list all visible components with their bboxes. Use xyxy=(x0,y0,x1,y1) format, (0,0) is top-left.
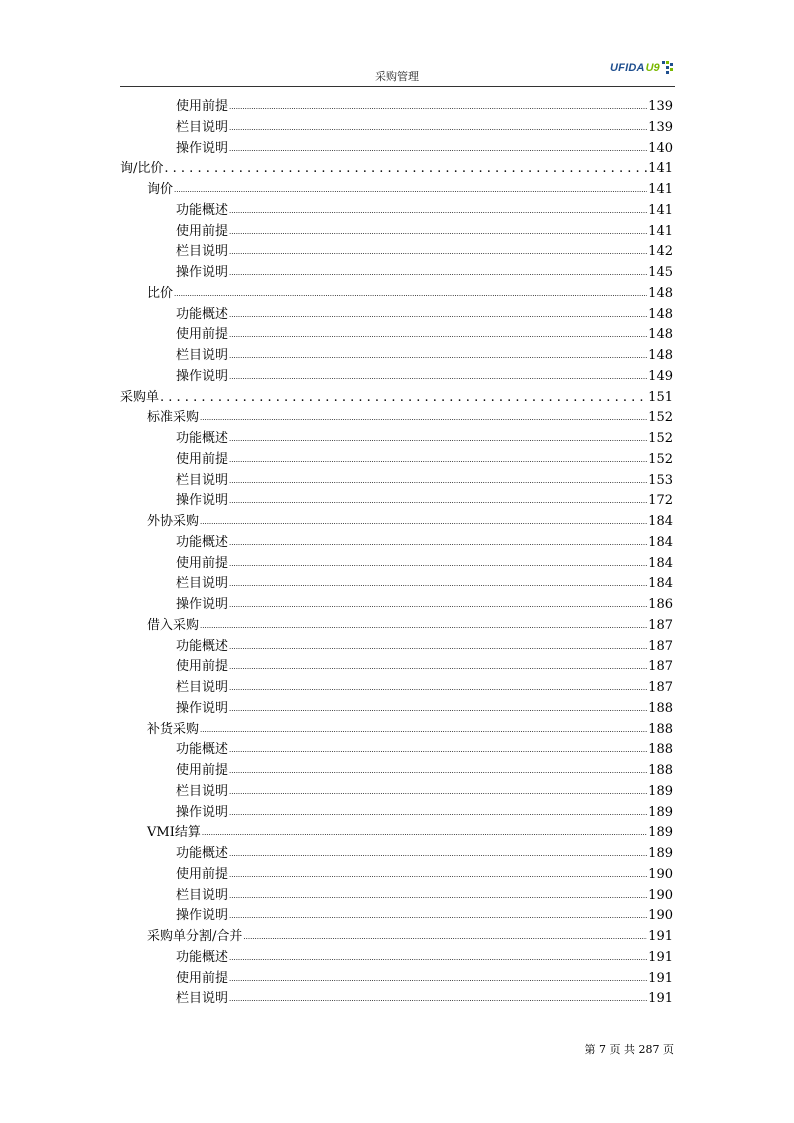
toc-leader-dots xyxy=(229,761,647,781)
page-footer: 第 7 页 共 287 页 xyxy=(584,1043,674,1056)
toc-entry-label: 采购单 xyxy=(120,390,160,405)
toc-leader-dots xyxy=(229,201,647,221)
toc-entry-label: 栏目说明 xyxy=(176,680,229,695)
toc-leader-dots xyxy=(229,637,647,657)
toc-leader-dots xyxy=(229,222,647,242)
toc-leader-dots xyxy=(229,969,647,989)
toc-entry-label: 栏目说明 xyxy=(176,120,229,135)
toc-entry-label: 栏目说明 xyxy=(176,784,229,799)
toc-leader-dots xyxy=(229,346,647,366)
toc-entry-label: 操作说明 xyxy=(176,908,229,923)
toc-entry-label: 功能概述 xyxy=(176,950,229,965)
toc-entry[interactable] xyxy=(176,989,673,1009)
toc-entry[interactable] xyxy=(176,429,673,449)
toc-entry-label: 操作说明 xyxy=(176,265,229,280)
toc-entry-page-number: 187 xyxy=(648,639,673,654)
toc-entry-page-number: 151 xyxy=(648,390,673,405)
toc-leader-dots xyxy=(229,533,647,553)
toc-leader-dots xyxy=(229,989,647,1009)
toc-entry[interactable] xyxy=(176,948,673,968)
toc-entry-label: 操作说明 xyxy=(176,701,229,716)
toc-entry[interactable] xyxy=(176,325,673,345)
toc-entry-page-number: 148 xyxy=(648,348,673,363)
toc-entry-page-number: 184 xyxy=(648,576,673,591)
toc-entry-page-number: 191 xyxy=(648,950,673,965)
toc-leader-dots xyxy=(229,554,647,574)
toc-entry-page-number: 149 xyxy=(648,369,673,384)
toc-leader-dots xyxy=(160,388,647,408)
toc-entry-page-number: 187 xyxy=(648,659,673,674)
toc-leader-dots xyxy=(229,844,647,864)
toc-entry[interactable] xyxy=(176,782,673,802)
toc-entry-label: 功能概述 xyxy=(176,203,229,218)
toc-entry[interactable] xyxy=(147,512,673,532)
toc-entry[interactable] xyxy=(176,346,673,366)
toc-entry-page-number: 148 xyxy=(648,286,673,301)
toc-leader-dots xyxy=(229,491,647,511)
toc-entry-page-number: 189 xyxy=(648,805,673,820)
toc-entry-page-number: 145 xyxy=(648,265,673,280)
toc-entry-page-number: 189 xyxy=(648,784,673,799)
toc-entry-page-number: 189 xyxy=(648,846,673,861)
toc-leader-dots xyxy=(229,699,647,719)
toc-entry-label: 使用前提 xyxy=(176,452,229,467)
toc-leader-dots xyxy=(229,906,647,926)
toc-entry-label: 功能概述 xyxy=(176,742,229,757)
toc-entry-page-number: 186 xyxy=(648,597,673,612)
toc-leader-dots xyxy=(229,471,647,491)
toc-entry[interactable] xyxy=(176,533,673,553)
toc-leader-dots xyxy=(229,118,647,138)
toc-leader-dots xyxy=(164,159,647,179)
toc-entry-label: 使用前提 xyxy=(176,99,229,114)
toc-entry-label: 栏目说明 xyxy=(176,244,229,259)
toc-leader-dots xyxy=(229,263,647,283)
toc-entry-label: 使用前提 xyxy=(176,224,229,239)
toc-entry[interactable] xyxy=(176,491,673,511)
toc-leader-dots xyxy=(229,305,647,325)
toc-entry-label: 采购单分割/合并 xyxy=(147,929,243,944)
toc-entry-page-number: 148 xyxy=(648,307,673,322)
toc-entry-page-number: 141 xyxy=(648,203,673,218)
toc-entry[interactable] xyxy=(176,657,673,677)
toc-leader-dots xyxy=(229,429,647,449)
toc-leader-dots xyxy=(200,512,647,532)
toc-entry-label: 栏目说明 xyxy=(176,991,229,1006)
toc-entry-page-number: 184 xyxy=(648,556,673,571)
toc-leader-dots xyxy=(229,97,647,117)
toc-leader-dots xyxy=(229,450,647,470)
header-rule xyxy=(120,86,675,87)
toc-entry-label: 使用前提 xyxy=(176,763,229,778)
toc-entry-page-number: 190 xyxy=(648,908,673,923)
toc-entry-label: 比价 xyxy=(147,286,174,301)
toc-leader-dots xyxy=(229,803,647,823)
toc-entry[interactable] xyxy=(120,159,673,179)
toc-leader-dots xyxy=(229,595,647,615)
toc-leader-dots xyxy=(174,284,647,304)
toc-entry[interactable] xyxy=(176,201,673,221)
toc-entry[interactable] xyxy=(147,284,673,304)
toc-leader-dots xyxy=(229,782,647,802)
toc-entry-page-number: 188 xyxy=(648,701,673,716)
toc-leader-dots xyxy=(229,886,647,906)
toc-entry[interactable] xyxy=(147,616,673,636)
logo-mark-icon xyxy=(662,60,674,76)
toc-entry[interactable] xyxy=(147,927,673,947)
toc-entry-label: 使用前提 xyxy=(176,327,229,342)
toc-entry-label: 使用前提 xyxy=(176,867,229,882)
toc-entry-label: 使用前提 xyxy=(176,971,229,986)
toc-entry[interactable] xyxy=(147,823,673,843)
toc-entry[interactable] xyxy=(176,450,673,470)
ufida-logo xyxy=(610,59,674,77)
toc-entry-page-number: 148 xyxy=(648,327,673,342)
toc-entry-page-number: 190 xyxy=(648,888,673,903)
toc-entry[interactable] xyxy=(176,699,673,719)
toc-entry-label: 功能概述 xyxy=(176,639,229,654)
toc-entry-label: VMI结算 xyxy=(147,825,201,840)
toc-entry-label: 询/比价 xyxy=(120,161,164,176)
toc-entry-page-number: 189 xyxy=(648,825,673,840)
toc-leader-dots xyxy=(200,720,647,740)
toc-leader-dots xyxy=(229,865,647,885)
toc-entry-label: 补货采购 xyxy=(147,722,200,737)
toc-entry-page-number: 188 xyxy=(648,742,673,757)
toc-entry[interactable] xyxy=(176,865,673,885)
toc-entry-page-number: 191 xyxy=(648,971,673,986)
toc-entry-label: 操作说明 xyxy=(176,805,229,820)
toc-entry[interactable] xyxy=(176,118,673,138)
toc-entry[interactable] xyxy=(120,388,673,408)
toc-leader-dots xyxy=(229,574,647,594)
toc-entry-label: 借入采购 xyxy=(147,618,200,633)
toc-leader-dots xyxy=(229,367,647,387)
toc-entry-label: 操作说明 xyxy=(176,597,229,612)
toc-entry-page-number: 187 xyxy=(648,680,673,695)
toc-entry[interactable] xyxy=(176,242,673,262)
toc-entry-label: 功能概述 xyxy=(176,307,229,322)
toc-leader-dots xyxy=(202,823,647,843)
toc-entry-page-number: 190 xyxy=(648,867,673,882)
toc-entry-page-number: 140 xyxy=(648,141,673,156)
toc-entry[interactable] xyxy=(176,139,673,159)
toc-entry-page-number: 188 xyxy=(648,722,673,737)
toc-entry-page-number: 141 xyxy=(648,224,673,239)
toc-entry[interactable] xyxy=(176,803,673,823)
toc-entry-page-number: 152 xyxy=(648,452,673,467)
toc-leader-dots xyxy=(174,180,647,200)
toc-entry-page-number: 172 xyxy=(648,493,673,508)
toc-entry[interactable] xyxy=(176,595,673,615)
toc-entry[interactable] xyxy=(176,740,673,760)
toc-entry[interactable] xyxy=(147,180,673,200)
toc-entry-label: 操作说明 xyxy=(176,369,229,384)
toc-entry[interactable] xyxy=(176,844,673,864)
toc-leader-dots xyxy=(229,325,647,345)
toc-leader-dots xyxy=(229,678,647,698)
toc-entry-label: 栏目说明 xyxy=(176,348,229,363)
toc-entry[interactable] xyxy=(176,969,673,989)
toc-entry-label: 询价 xyxy=(147,182,174,197)
toc-entry-label: 栏目说明 xyxy=(176,473,229,488)
toc-leader-dots xyxy=(243,927,647,947)
toc-entry-label: 标准采购 xyxy=(147,410,200,425)
toc-entry-page-number: 141 xyxy=(648,161,673,176)
toc-entry-label: 功能概述 xyxy=(176,535,229,550)
toc-entry-label: 操作说明 xyxy=(176,493,229,508)
toc-entry-label: 操作说明 xyxy=(176,141,229,156)
logo-version: U9 xyxy=(645,62,660,74)
toc-entry[interactable] xyxy=(176,637,673,657)
toc-entry-page-number: 187 xyxy=(648,618,673,633)
toc-entry[interactable] xyxy=(147,408,673,428)
toc-entry[interactable] xyxy=(176,886,673,906)
toc-entry-page-number: 142 xyxy=(648,244,673,259)
toc-entry[interactable] xyxy=(176,222,673,242)
toc-entry[interactable] xyxy=(176,305,673,325)
toc-entry-page-number: 188 xyxy=(648,763,673,778)
toc-entry-label: 使用前提 xyxy=(176,556,229,571)
toc-entry[interactable] xyxy=(176,678,673,698)
logo-text: UFIDA xyxy=(610,62,645,74)
toc-leader-dots xyxy=(229,139,647,159)
toc-entry-page-number: 184 xyxy=(648,535,673,550)
toc-entry-page-number: 191 xyxy=(648,929,673,944)
toc-entry-label: 外协采购 xyxy=(147,514,200,529)
toc-entry-page-number: 139 xyxy=(648,120,673,135)
toc-leader-dots xyxy=(200,616,647,636)
toc-entry-page-number: 152 xyxy=(648,410,673,425)
toc-entry-page-number: 139 xyxy=(648,99,673,114)
toc-entry[interactable] xyxy=(176,761,673,781)
toc-entry-label: 栏目说明 xyxy=(176,888,229,903)
toc-entry-page-number: 153 xyxy=(648,473,673,488)
toc-entry[interactable] xyxy=(176,471,673,491)
toc-entry[interactable] xyxy=(176,574,673,594)
toc-leader-dots xyxy=(229,740,647,760)
toc-entry[interactable] xyxy=(147,720,673,740)
toc-entry-page-number: 191 xyxy=(648,991,673,1006)
toc-entry-label: 使用前提 xyxy=(176,659,229,674)
header-title: 采购管理 xyxy=(375,70,419,83)
toc-entry-page-number: 141 xyxy=(648,182,673,197)
toc-leader-dots xyxy=(200,408,647,428)
toc-leader-dots xyxy=(229,948,647,968)
toc-entry-page-number: 184 xyxy=(648,514,673,529)
toc-entry[interactable] xyxy=(176,554,673,574)
toc-entry[interactable] xyxy=(176,263,673,283)
toc-entry-label: 栏目说明 xyxy=(176,576,229,591)
toc-leader-dots xyxy=(229,657,647,677)
toc-entry-page-number: 152 xyxy=(648,431,673,446)
toc-entry[interactable] xyxy=(176,97,673,117)
toc-entry[interactable] xyxy=(176,906,673,926)
toc-entry-label: 功能概述 xyxy=(176,431,229,446)
toc-entry-label: 功能概述 xyxy=(176,846,229,861)
toc-entry[interactable] xyxy=(176,367,673,387)
toc-leader-dots xyxy=(229,242,647,262)
